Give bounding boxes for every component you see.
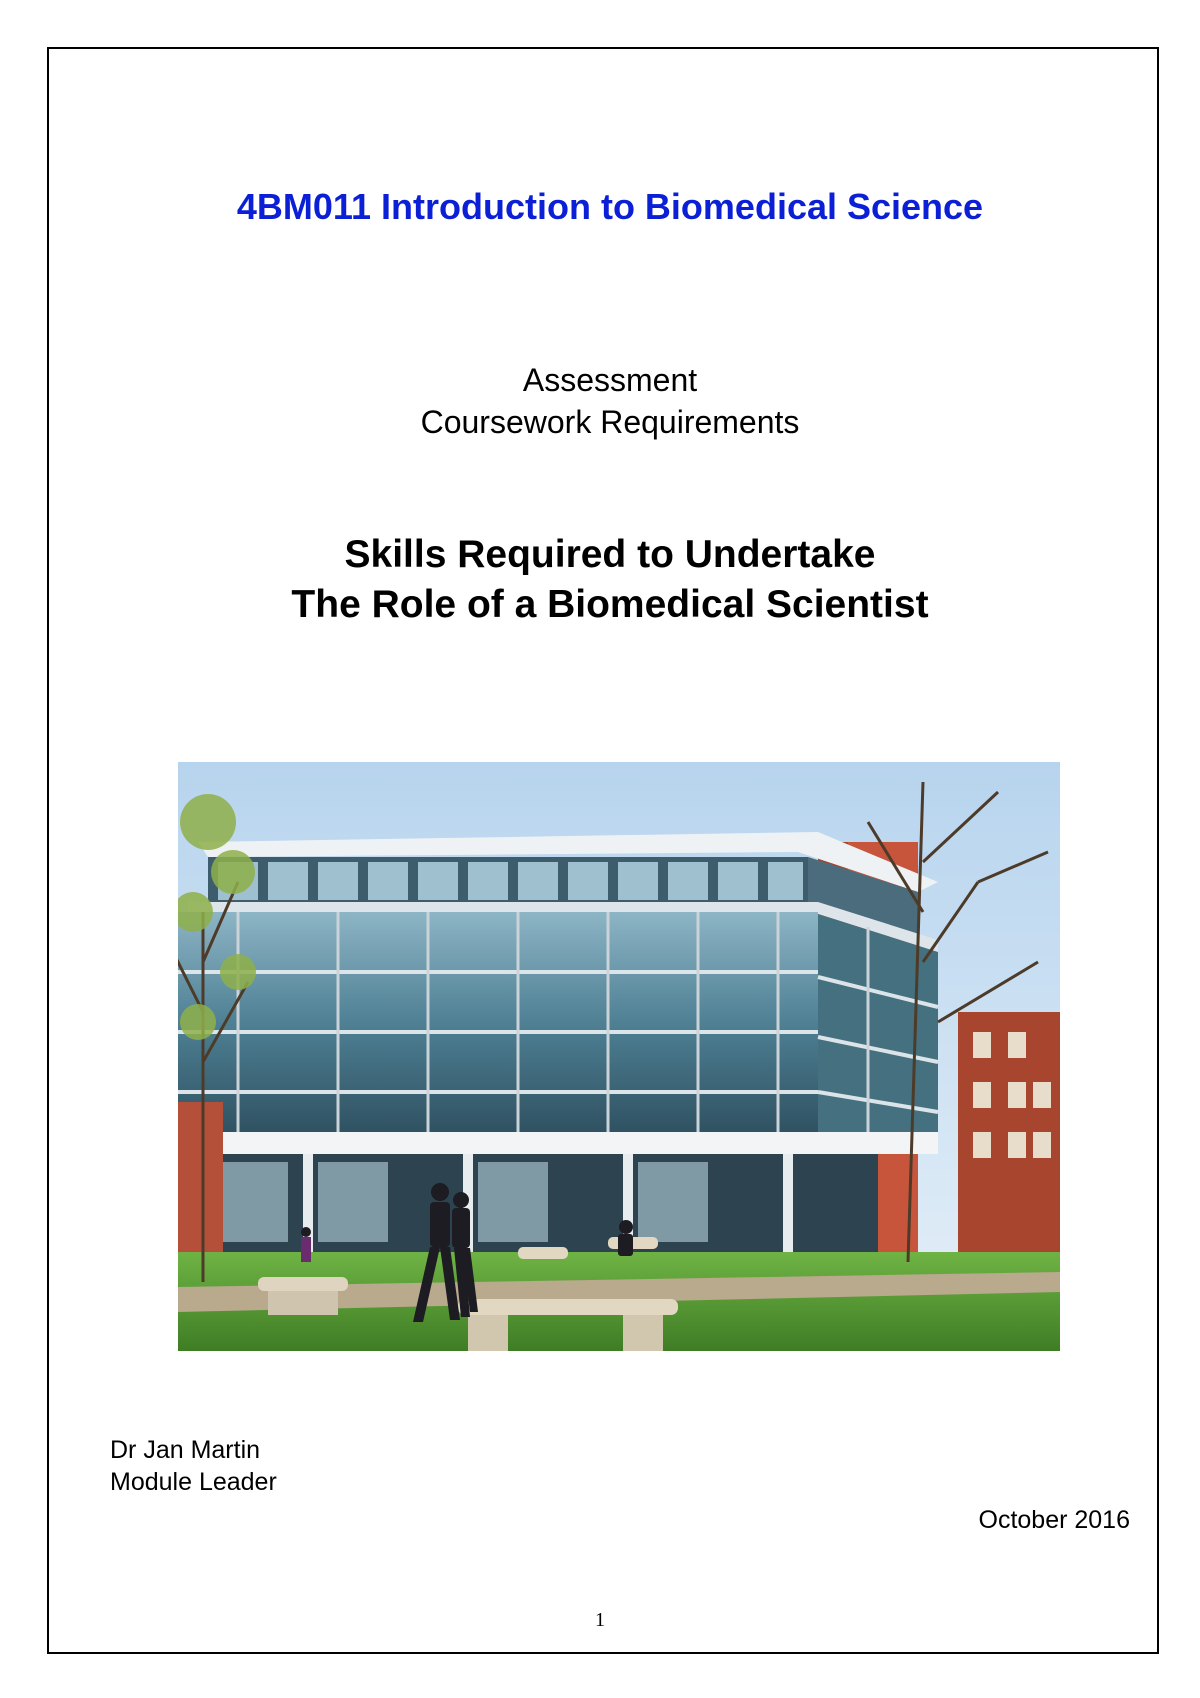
- author-role: Module Leader: [110, 1468, 277, 1496]
- heading-line-1: Skills Required to Undertake: [344, 533, 876, 576]
- university-building-photo: [178, 762, 1060, 1351]
- page-number: 1: [595, 1609, 605, 1631]
- subtitle-assessment: Assessment: [522, 362, 698, 398]
- heading-line-2: The Role of a Biomedical Scientist: [291, 583, 929, 626]
- module-title: 4BM011 Introduction to Biomedical Science: [236, 186, 984, 227]
- author-name: Dr Jan Martin: [110, 1436, 261, 1464]
- document-date: October 2016: [978, 1506, 1130, 1534]
- subtitle-coursework: Coursework Requirements: [420, 404, 800, 440]
